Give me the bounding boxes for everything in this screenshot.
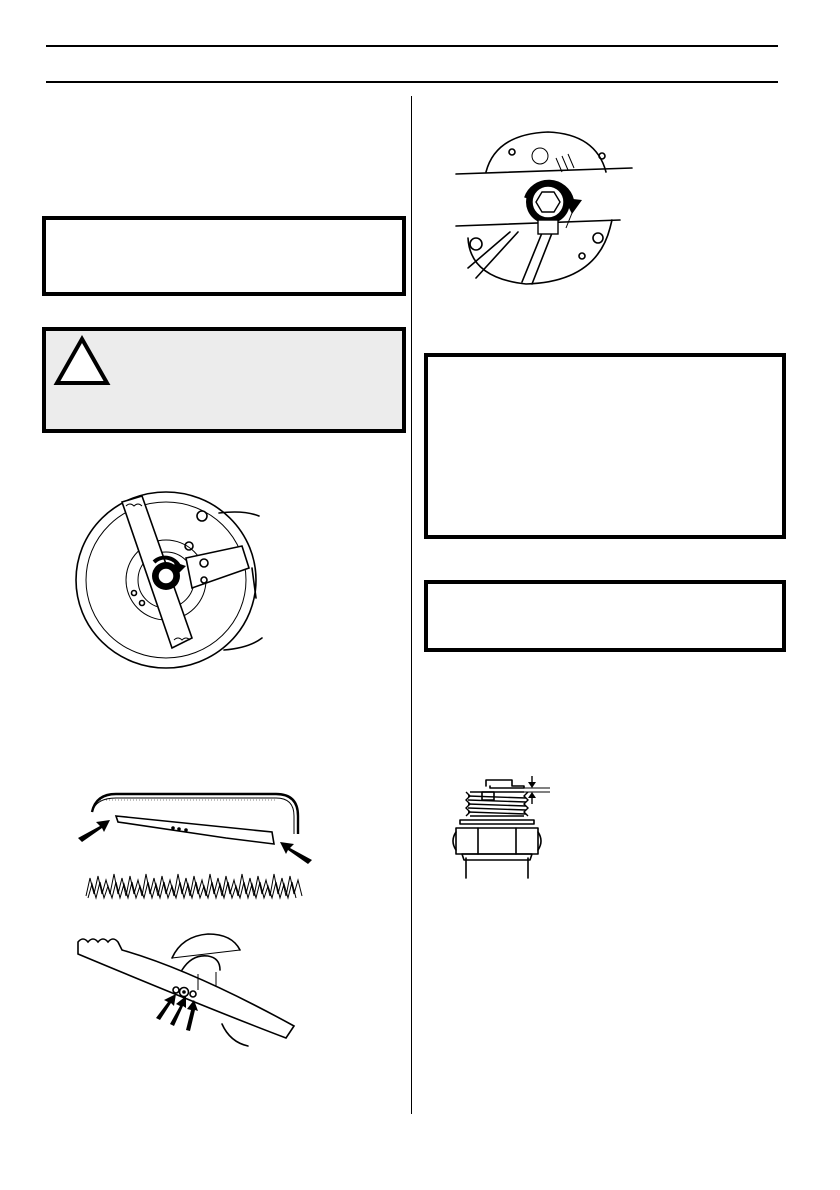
note-box-text [46, 220, 402, 240]
note-box [42, 216, 406, 296]
note-box-large-text [428, 357, 782, 381]
header-rule-top [46, 45, 778, 47]
spark-plug-gap-illustration [446, 774, 556, 878]
blade-balance-illustration [72, 930, 302, 1050]
warning-box [42, 327, 406, 433]
header-rule-bottom [46, 81, 778, 83]
warning-triangle-icon [54, 335, 110, 387]
gap-arrows-icon [522, 776, 550, 804]
blade-removal-illustration [74, 488, 274, 678]
blade-sharpening-illustration [76, 786, 336, 906]
note-box-large [424, 353, 786, 539]
note-box-small-text [428, 584, 782, 604]
note-box-small [424, 580, 786, 652]
left-intro-text [46, 100, 406, 190]
blade-bolt-tightening-illustration [456, 128, 636, 288]
column-divider [411, 96, 412, 1114]
